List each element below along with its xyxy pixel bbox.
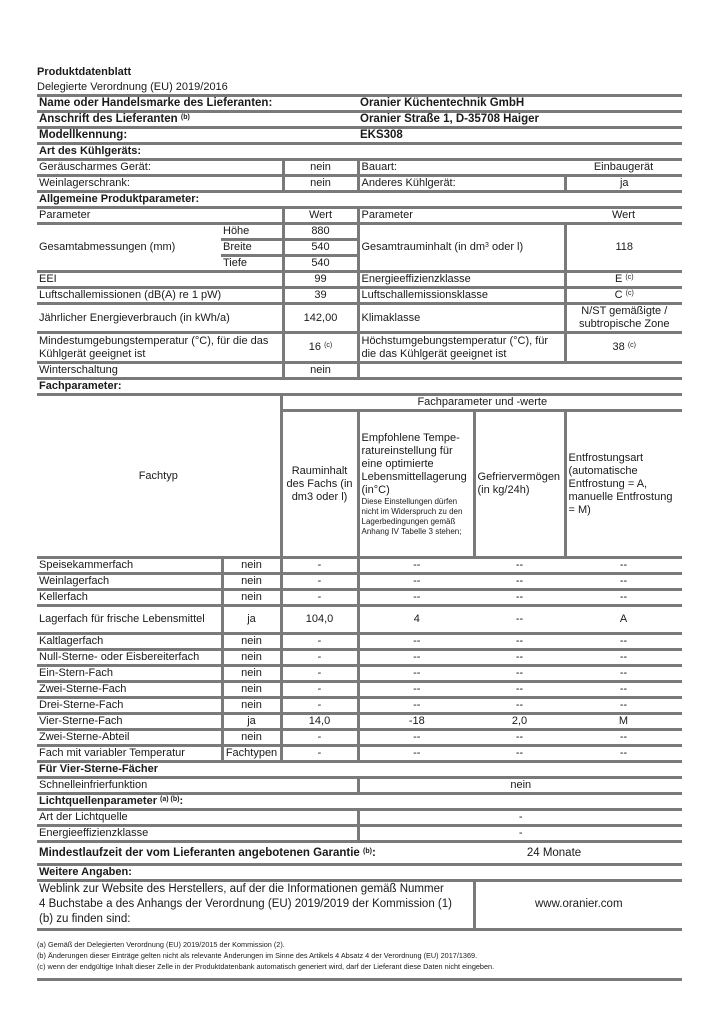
compartment-freeze: -- (474, 634, 565, 650)
main-table (37, 94, 682, 393)
compartment-row (37, 634, 682, 650)
device-type-heading: Art des Kühlgeräts: (37, 144, 682, 160)
construction-label: Bauart: (358, 160, 565, 176)
compartment-temperature: -- (358, 650, 474, 666)
light-type-label: Art der Lichtquelle (37, 810, 358, 826)
quiet-device-label: Geräuscharmes Gerät: (37, 160, 283, 176)
compartment-type: Weinlagerfach (37, 574, 222, 590)
compartment-defrost: -- (565, 666, 682, 682)
compartments-section (37, 379, 682, 394)
light-type-value: - (358, 810, 682, 826)
model-value: EKS308 (358, 128, 682, 144)
compartment-row (37, 574, 682, 590)
compartment-type: Lagerfach für frische Lebensmittel (37, 606, 222, 634)
compartment-volume: - (281, 634, 358, 650)
light-class-value: - (358, 826, 682, 842)
quick-freeze-row (37, 778, 682, 794)
volume-value: 118 (565, 224, 682, 272)
compartment-type: Kellerfach (37, 590, 222, 606)
dim-value: 880 (283, 224, 358, 240)
construction-value: Einbaugerät (565, 160, 682, 176)
compartment-type: Speisekammerfach (37, 558, 222, 574)
noise-value: 39 (283, 288, 358, 304)
compartment-volume: - (281, 666, 358, 682)
compartment-type: Null-Sterne- oder Eisbereiterfach (37, 650, 222, 666)
compartment-present: nein (222, 730, 281, 746)
footnote-c: (c) wenn der endgültige Inhalt dieser Zelle in der Produktdatenbank automatisch generiert wird, darf der Lieferant diese Daten nicht eingeben. (37, 961, 495, 971)
four-star-section (37, 762, 682, 778)
energy-row (37, 304, 682, 333)
quick-freeze-value: nein (358, 778, 682, 794)
compartment-freeze: -- (474, 746, 565, 761)
compartment-type: Ein-Stern-Fach (37, 666, 222, 682)
compartment-row (37, 714, 682, 730)
extra-table (37, 760, 682, 928)
compartment-freeze: 2,0 (474, 714, 565, 730)
compartment-temperature: -- (358, 590, 474, 606)
light-heading: Lichtquellenparameter $^{(a) (b)}$: (37, 794, 682, 810)
footnotes (37, 931, 682, 978)
compartment-volume: - (281, 682, 358, 698)
compartment-freeze: -- (474, 558, 565, 574)
compartment-row (37, 558, 682, 574)
compartment-volume: 104,0 (281, 606, 358, 634)
four-star-heading: Für Vier-Sterne-Fächer (37, 762, 682, 778)
compartment-temperature: 4 (358, 606, 474, 634)
col-volume: Rauminhalt des Fachs (in dm3 oder l) (281, 411, 358, 558)
compartment-defrost: -- (565, 746, 682, 761)
quiet-device-value: nein (283, 160, 358, 176)
compartment-row (37, 730, 682, 746)
climate-label: Klimaklasse (358, 304, 565, 333)
footnote-a: (a) Gemäß der Delegierten Verordnung (EU) 2019/2015 der Kommission (2). (37, 939, 285, 949)
min-temp-value: 16 $^{(c)}$ (283, 333, 358, 363)
group-header: Fachparameter und -werte (281, 395, 682, 411)
dim-label: Breite (221, 240, 283, 256)
weblink-label: Weblink zur Website des Herstellers, auf der die Informationen gemäß Nummer 4 Buchstabe a des Anhangs der Verordnung (EU) 2019/2019 der Kommission (1) (b) zu finden sind: (37, 881, 474, 928)
compartment-row (37, 682, 682, 698)
compartment-volume: - (281, 730, 358, 746)
compartment-present: nein (222, 574, 281, 590)
eei-label: EEI (37, 272, 283, 288)
compartment-defrost: -- (565, 698, 682, 714)
weblink-row (37, 881, 682, 928)
col-value: Wert (283, 208, 358, 224)
dim-value: 540 (283, 256, 358, 272)
compartment-volume: - (281, 650, 358, 666)
noise-class-value: C $^{(c)}$ (565, 288, 682, 304)
col-freeze: Gefriervermögen (in kg/24h) (474, 411, 565, 558)
compartment-volume: - (281, 558, 358, 574)
compartment-defrost: -- (565, 590, 682, 606)
compartment-volume: - (281, 698, 358, 714)
noise-class-label: Luftschallemissionsklasse (358, 288, 565, 304)
energy-label: Jährlicher Energieverbrauch (in kWh/a) (37, 304, 283, 333)
winter-value: nein (283, 363, 358, 379)
compartment-freeze: -- (474, 730, 565, 746)
light-type-row (37, 810, 682, 826)
compartment-freeze: -- (474, 666, 565, 682)
energy-class-value: E $^{(c)}$ (565, 272, 682, 288)
compartment-present: nein (222, 634, 281, 650)
divider (37, 978, 682, 981)
compartment-temperature: -- (358, 558, 474, 574)
model-row (37, 128, 682, 144)
col-defrost: Entfrostungsart (automatische Entfrostung = A, manuelle Entfrostung = M) (565, 411, 682, 558)
max-temp-value: 38 $^{(c)}$ (565, 333, 682, 363)
compartment-present: nein (222, 666, 281, 682)
noise-label: Luftschallemissionen (dB(A) re 1 pW) (37, 288, 283, 304)
compartment-row (37, 590, 682, 606)
compartment-row (37, 698, 682, 714)
device-type-row (37, 176, 682, 192)
compartment-temperature: -- (358, 746, 474, 761)
energy-value: 142,00 (283, 304, 358, 333)
compartment-volume: 14,0 (281, 714, 358, 730)
compartment-group-header (37, 395, 682, 411)
light-class-row (37, 826, 682, 842)
supplier-name-row (37, 96, 682, 112)
compartment-type: Fach mit variabler Temperatur (37, 746, 222, 761)
compartment-present: nein (222, 650, 281, 666)
compartment-present: Fachtypen (222, 746, 281, 761)
compartment-defrost: -- (565, 682, 682, 698)
compartment-table (37, 393, 682, 760)
col-temperature: Empfohlene Tempe-ratureinstellung für eine optimierte Lebensmittellagerung (in°C) Diese Einstellungen dürfen nicht im Widerspruch zu den Lagerbedingungen gemäß Anhang IV Tabelle 3 stehen; (358, 411, 474, 558)
compartment-temperature: -- (358, 682, 474, 698)
light-class-label: Energieeffizienzklasse (37, 826, 358, 842)
min-temp-label: Mindestumgebungstemperatur (°C), für die das Kühlgerät geeignet ist (37, 333, 283, 363)
eei-row (37, 272, 682, 288)
dims-label: Gesamtabmessungen (mm) (37, 224, 221, 272)
compartment-present: nein (222, 558, 281, 574)
page-subtitle: Delegierte Verordnung (EU) 2019/2016 (37, 81, 228, 93)
compartment-row (37, 606, 682, 634)
eei-value: 99 (283, 272, 358, 288)
compartment-volume: - (281, 746, 358, 761)
quick-freeze-label: Schnelleinfrierfunktion (37, 778, 358, 794)
col-parameter-2: Parameter (358, 208, 565, 224)
compartment-defrost: -- (565, 634, 682, 650)
compartment-present: nein (222, 590, 281, 606)
compartment-temperature: -- (358, 698, 474, 714)
other-device-label: Anderes Kühlgerät: (358, 176, 565, 192)
col-parameter: Parameter (37, 208, 283, 224)
device-type-section (37, 144, 682, 160)
compartments-heading: Fachparameter: (37, 379, 682, 394)
further-section (37, 865, 682, 881)
light-section (37, 794, 682, 810)
noise-row (37, 288, 682, 304)
col-value-2: Wert (565, 208, 682, 224)
compartment-defrost: A (565, 606, 682, 634)
supplier-address-row (37, 112, 682, 128)
wine-cabinet-label: Weinlagerschrank: (37, 176, 283, 192)
model-label: Modellkennung: (37, 128, 358, 144)
compartment-temperature: -- (358, 730, 474, 746)
compartment-temperature: -18 (358, 714, 474, 730)
compartment-freeze: -- (474, 590, 565, 606)
max-temp-label: Höchstumgebungstemperatur (°C), für die das Kühlgerät geeignet ist (358, 333, 565, 363)
warranty-value: 24 Monate (474, 842, 682, 865)
page-title: Produktdatenblatt (37, 66, 132, 78)
supplier-name-value: Oranier Küchentechnik GmbH (358, 96, 682, 112)
compartment-volume: - (281, 590, 358, 606)
compartment-freeze: -- (474, 682, 565, 698)
general-heading: Allgemeine Produktparameter: (37, 192, 682, 208)
compartment-type: Zwei-Sterne-Fach (37, 682, 222, 698)
compartment-temperature: -- (358, 666, 474, 682)
volume-label: Gesamtrauminhalt (in $dm^3$ oder l) (358, 224, 565, 272)
dim-label: Höhe (221, 224, 283, 240)
wine-cabinet-value: nein (283, 176, 358, 192)
device-type-row (37, 160, 682, 176)
compartment-temperature: -- (358, 574, 474, 590)
warranty-row (37, 842, 682, 865)
energy-class-label: Energieeffizienzklasse (358, 272, 565, 288)
compartment-volume: - (281, 574, 358, 590)
compartment-present: ja (222, 714, 281, 730)
col-compartment-type: Fachtyp (37, 395, 281, 558)
compartment-defrost: -- (565, 650, 682, 666)
product-data-sheet (37, 64, 682, 981)
compartment-present: nein (222, 682, 281, 698)
warranty-label: Mindestlaufzeit der vom Lieferanten angebotenen Garantie $^{(b)}$: (37, 842, 474, 865)
climate-value: N/ST gemäßigte / subtropische Zone (565, 304, 682, 333)
weblink-value[interactable]: www.oranier.com (474, 881, 682, 928)
compartment-type: Drei-Sterne-Fach (37, 698, 222, 714)
compartment-defrost: M (565, 714, 682, 730)
dims-row (37, 224, 682, 240)
compartment-present: ja (222, 606, 281, 634)
compartment-freeze: -- (474, 698, 565, 714)
winter-label: Winterschaltung (37, 363, 283, 379)
other-device-value: ja (565, 176, 682, 192)
compartment-defrost: -- (565, 558, 682, 574)
compartment-type: Kaltlagerfach (37, 634, 222, 650)
compartment-freeze: -- (474, 574, 565, 590)
compartment-row (37, 666, 682, 682)
dim-label: Tiefe (221, 256, 283, 272)
supplier-name-label: Name oder Handelsmarke des Lieferanten: (37, 96, 358, 112)
compartment-freeze: -- (474, 606, 565, 634)
winter-row (37, 363, 682, 379)
compartment-defrost: -- (565, 574, 682, 590)
temp-row (37, 333, 682, 363)
general-header-row (37, 208, 682, 224)
compartment-type: Vier-Sterne-Fach (37, 714, 222, 730)
compartment-temperature: -- (358, 634, 474, 650)
compartment-present: nein (222, 698, 281, 714)
further-heading: Weitere Angaben: (37, 865, 682, 881)
compartment-defrost: -- (565, 730, 682, 746)
supplier-address-value: Oranier Straße 1, D-35708 Haiger (358, 112, 682, 128)
compartment-type: Zwei-Sterne-Abteil (37, 730, 222, 746)
dim-value: 540 (283, 240, 358, 256)
compartment-row (37, 746, 682, 761)
supplier-address-label: Anschrift des Lieferanten $^{(b)}$ (37, 112, 358, 128)
general-section (37, 192, 682, 208)
compartment-freeze: -- (474, 650, 565, 666)
footnote-b: (b) Änderungen dieser Einträge gelten nicht als relevante Änderungen im Sinne des Artikels 4 Absatz 4 der Verordnung (EU) 2017/1369. (37, 950, 478, 960)
compartment-row (37, 650, 682, 666)
